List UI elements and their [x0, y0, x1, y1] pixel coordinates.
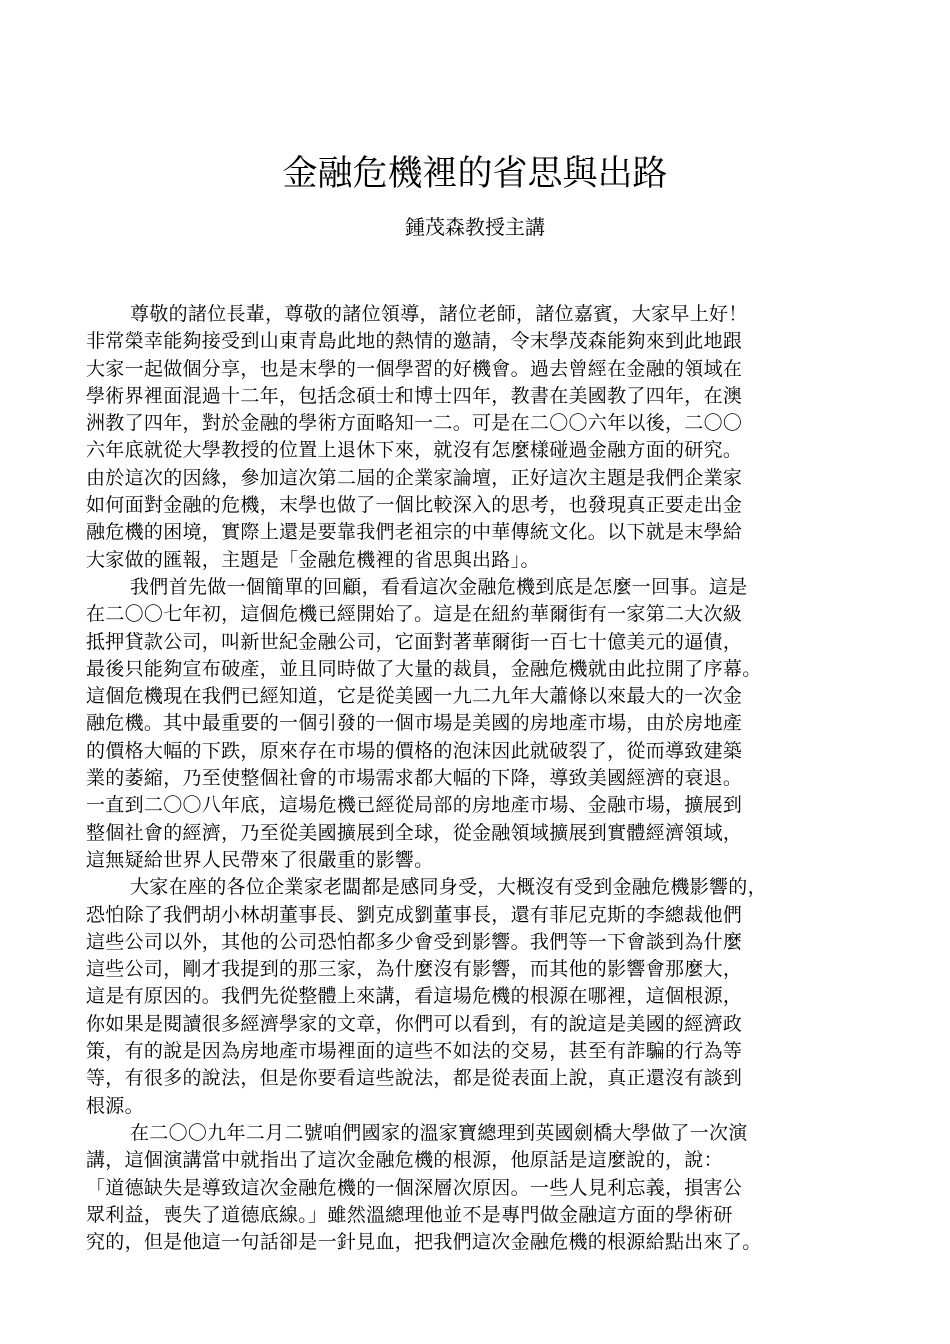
document-title: 金融危機裡的省思與出路: [282, 154, 668, 194]
body-line: 這是有原因的。我們先從整體上來講，看這場危機的根源在哪裡，這個根源，: [86, 985, 743, 1008]
body-line: 在二〇〇七年初，這個危機已經開始了。這是在紐約華爾街有一家第二大次級: [86, 603, 743, 626]
body-line: 這無疑給世界人民帶來了很嚴重的影響。: [86, 848, 434, 871]
body-line: 這個危機現在我們已經知道，它是從美國一九二九年大蕭條以來最大的一次金: [86, 685, 743, 708]
body-line: 如何面對金融的危機，末學也做了一個比較深入的思考，也發現真正要走出金: [86, 494, 743, 517]
body-line: 這些公司以外，其他的公司恐怕都多少會受到影響。我們等一下會談到為什麼: [86, 930, 743, 953]
body-line: 抵押貸款公司，叫新世紀金融公司，它面對著華爾街一百七十億美元的逼債，: [86, 630, 743, 653]
body-line: 六年底就從大學教授的位置上退休下來，就沒有怎麼樣碰過金融方面的研究。: [86, 439, 743, 462]
document-author: 鍾茂森教授主講: [405, 215, 545, 239]
body-line: 你如果是閱讀很多經濟學家的文章，你們可以看到，有的說這是美國的經濟政: [86, 1012, 743, 1035]
body-line: 我們首先做一個簡單的回顧，看看這次金融危機到底是怎麼一回事。這是: [130, 575, 748, 598]
body-line: 整個社會的經濟，乃至從美國擴展到全球，從金融領域擴展到實體經濟領域，: [86, 821, 743, 844]
document-body: [86, 301, 866, 1256]
body-line: 這些公司，剛才我提到的那三家，為什麼沒有影響，而其他的影響會那麼大，: [86, 958, 743, 981]
body-line: 融危機。其中最重要的一個引發的一個市場是美國的房地產市場，由於房地產: [86, 712, 743, 735]
body-line: 眾利益，喪失了道德底線。」雖然溫總理他並不是專門做金融這方面的學術研: [86, 1203, 733, 1226]
body-line: 大家一起做個分享，也是末學的一個學習的好機會。過去曾經在金融的領域在: [86, 357, 743, 380]
body-line: 究的，但是他這一句話卻是一針見血，把我們這次金融危機的根源給點出來了。: [86, 1231, 762, 1254]
body-line: 「道德缺失是導致這次金融危機的一個深層次原因。一些人見利忘義，損害公: [86, 1176, 743, 1199]
body-line: 講，這個演講當中就指出了這次金融危機的根源，他原話是這麼說的，說：: [86, 1149, 723, 1172]
body-line: 由於這次的因緣，參加這次第二屆的企業家論壇，正好這次主題是我們企業家: [86, 466, 743, 489]
body-line: 根源。: [86, 1094, 144, 1117]
body-line: 最後只能夠宣布破產，並且同時做了大量的裁員，金融危機就由此拉開了序幕。: [86, 657, 762, 680]
body-line: 在二〇〇九年二月二號咱們國家的溫家寶總理到英國劍橋大學做了一次演: [130, 1121, 748, 1144]
body-line: 策，有的說是因為房地產市場裡面的這些不如法的交易，甚至有詐騙的行為等: [86, 1040, 743, 1063]
body-line: 尊敬的諸位長輩，尊敬的諸位領導，諸位老師，諸位嘉賓，大家早上好！: [130, 303, 748, 325]
body-line: 等，有很多的說法，但是你要看這些說法，都是從表面上說，真正還沒有談到: [86, 1067, 743, 1090]
body-line: 業的萎縮，乃至使整個社會的市場需求都大幅的下降，導致美國經濟的衰退。: [86, 767, 743, 790]
body-line: 非常榮幸能夠接受到山東青島此地的熱情的邀請，令末學茂森能夠來到此地跟: [86, 330, 743, 353]
body-line: 一直到二〇〇八年底，這場危機已經從局部的房地產市場、金融市場，擴展到: [86, 794, 743, 817]
body-line: 大家做的匯報，主題是「金融危機裡的省思與出路」。: [86, 548, 540, 571]
body-line: 洲教了四年，對於金融的學術方面略知一二。可是在二〇〇六年以後，二〇〇: [86, 412, 743, 435]
body-line: 學術界裡面混過十二年，包括念碩士和博士四年，教書在美國教了四年，在澳: [86, 384, 743, 407]
body-line: 恐怕除了我們胡小林胡董事長、劉克成劉董事長，還有菲尼克斯的李總裁他們: [86, 903, 743, 926]
body-line: 融危機的困境，實際上還是要靠我們老祖宗的中華傳統文化。以下就是末學給: [86, 521, 743, 544]
body-line: 的價格大幅的下跌，原來存在市場的價格的泡沫因此就破裂了，從而導致建築: [86, 739, 743, 762]
body-line: 大家在座的各位企業家老闆都是感同身受，大概沒有受到金融危機影響的，: [130, 876, 767, 899]
